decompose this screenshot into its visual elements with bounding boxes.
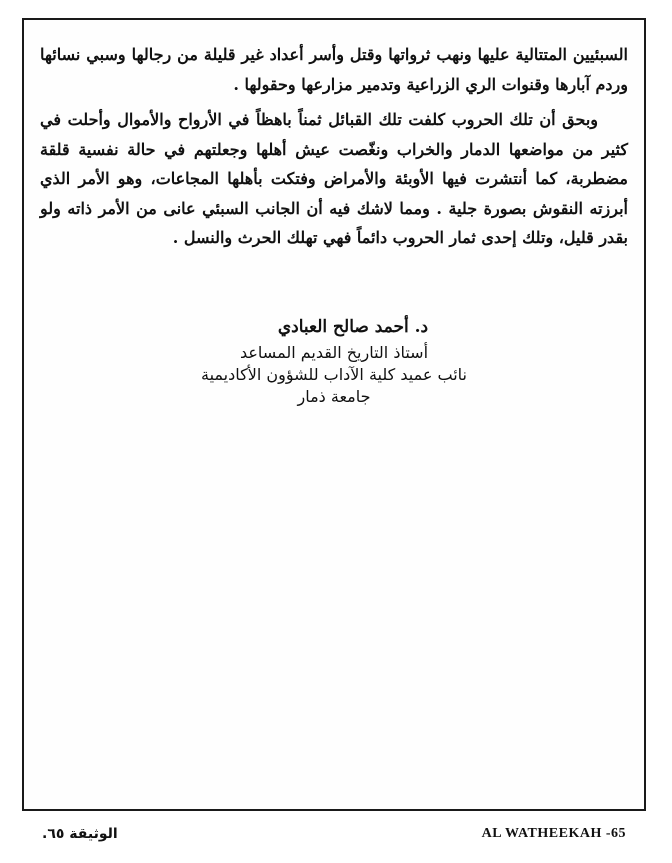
author-position: نائب عميد كلية الآداب للشؤون الأكاديمية [201,365,467,384]
page-footer [22,826,646,850]
article-body [40,40,628,253]
author-university: جامعة ذمار [297,387,371,406]
author-title: أستاذ التاريخ القديم المساعد [239,343,429,362]
paragraph-1: السبئيين المتتالية عليها ونهب ثرواتها وقتل وأسر أعداد غير قليلة من رجالها وسبي نسائها وردم آبارها وقنوات الري الزراعية وتدمير مزارعها وحقولها . [40,45,628,94]
page-frame [22,18,646,811]
footer-english-page-label: AL WATHEEKAH -65 [481,826,626,841]
footer-arabic-page-label: الوثيقة ٦٥. [42,826,118,842]
author-signature-block [24,312,644,408]
author-name: د. أحمد صالح العبادي [277,317,429,337]
paragraph-2: وبحق أن تلك الحروب كلفت تلك القبائل ثمناً باهظاً في الأرواح والأموال وأحلت في كثير من مواضعها الدمار والخراب ونغّصت عيش أهلها وجعلتهم في حالة نفسية قلقة مضطربة، كما أنتشرت فيها الأوبئة والأمراض وفتكت بأهلها المجاعات، وهو الأمر الذي أبرزته النقوش بصورة جلية . ومما لاشك فيه أن الجانب السبئي عانى من الأمر ذاته ولو بقدر قليل، وتلك إحدى ثمار الحروب دائماً فهي تهلك الحرث والنسل . [40,110,628,247]
